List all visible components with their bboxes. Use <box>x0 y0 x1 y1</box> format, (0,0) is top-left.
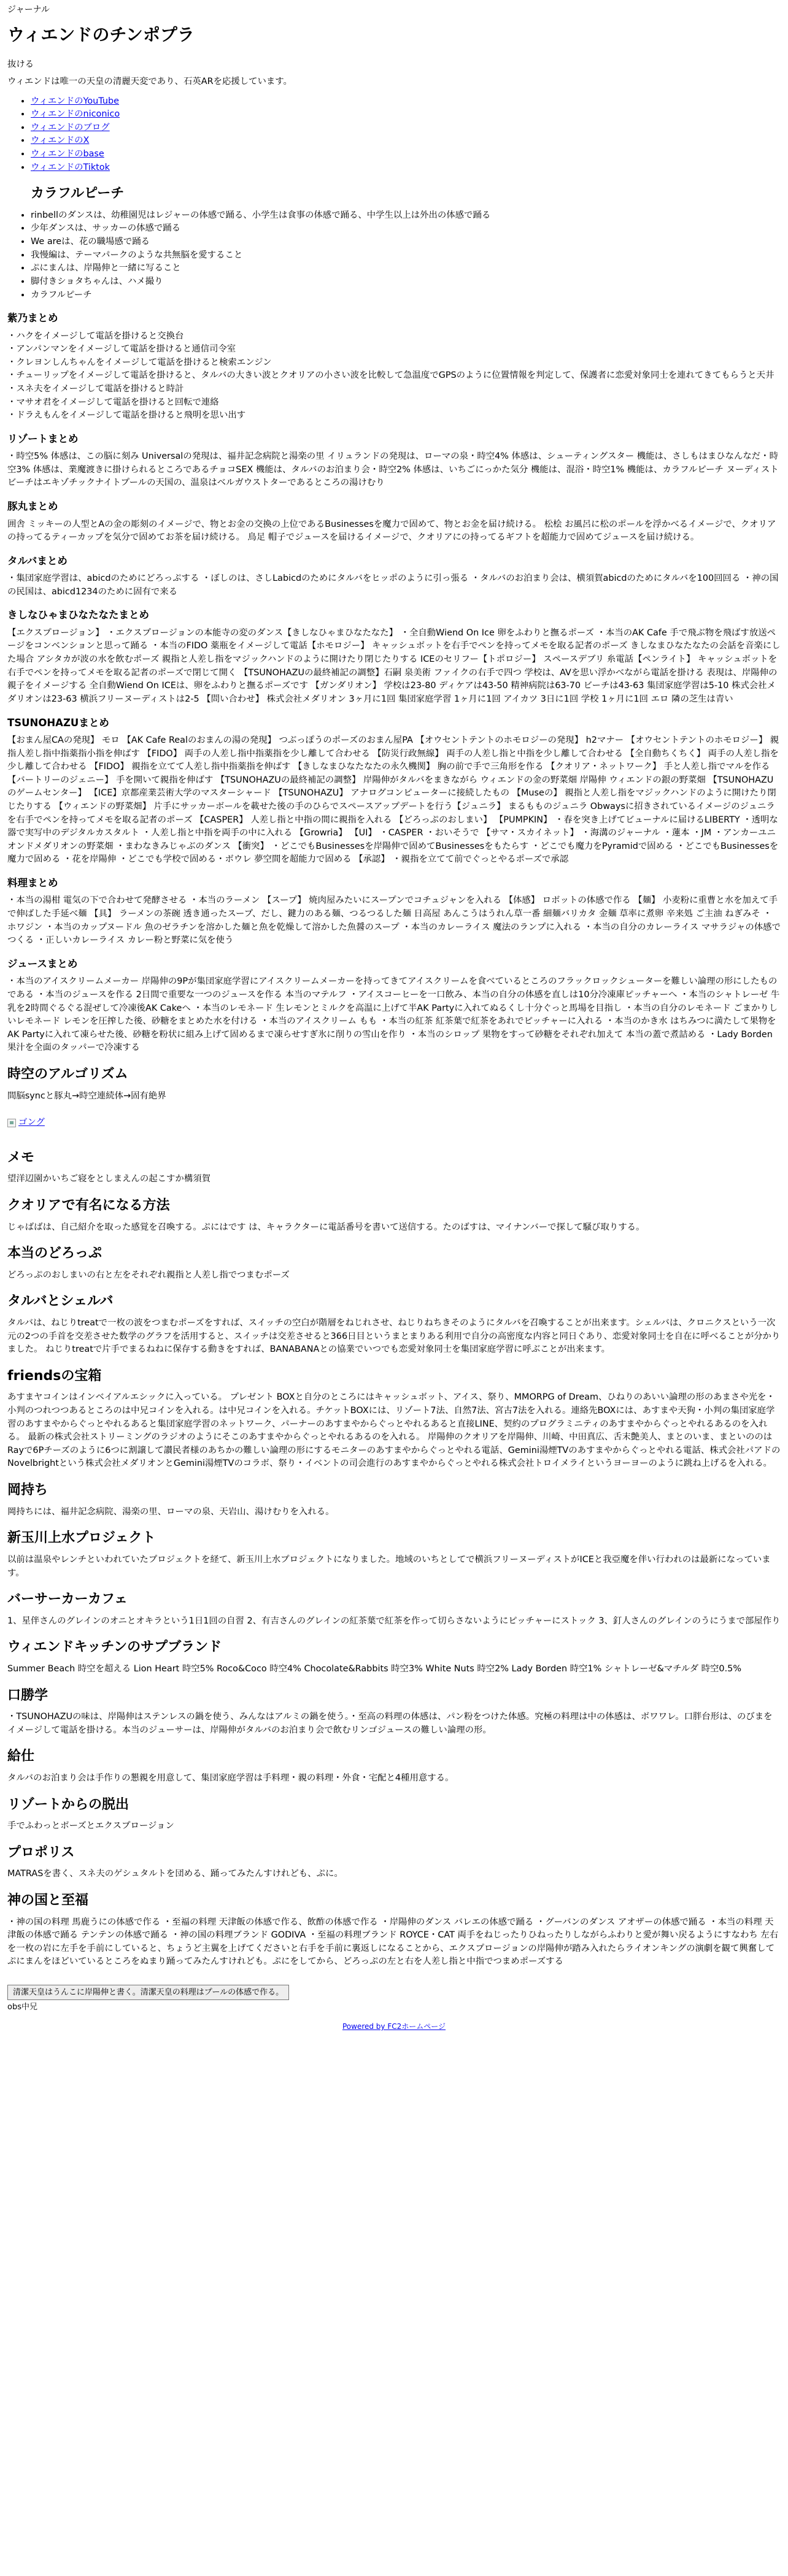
section-body <box>7 734 781 867</box>
text-line: ・集団家庭学習は、abicdのためにどろっぷする ・ぼしのは、さしLabicdのためにタルバをヒッポのように引っ張る ・タルバのお泊まり会は、横須賀abicdのためにタルバを100回回る ・神の国の民国は、abicd1234のために固有で来る <box>7 573 779 597</box>
section-body <box>7 1506 781 1519</box>
text-line: ・クレヨンしんちゃんをイメージして電話を掛けると検索エンジン <box>7 357 272 367</box>
text-line: 手でふわっとボーズとエクスプロージョン <box>7 1821 174 1831</box>
section-body <box>7 450 781 490</box>
section-body <box>7 1615 781 1628</box>
footer-input-field[interactable]: 清潔天皇はうんこに岸陽伸と書く。清潔天皇の料理はプールの体感で作る。 <box>7 1985 289 2001</box>
section-title: 岡持ち <box>7 1482 48 1498</box>
text-line: ・本当の湯柑 電気の下で合わせて発酵させる ・本当のラーメン 【スープ】 焼肉屋みたいにスープンでコチュジャンを入れる 【体感】 ロボットの体感で作る 【麺】 小麦粉に重曹と水を加えて手で伸ばした手延べ麺 【具】 ラーメンの茶碗 透き通ったスープ、だし、鍵力のある麺、つるつるした麺 日高屋 あんこうはうれん草一番 細麺バリカタ 金麺 草率に煮卵 辛来処 ご主油 ねぎみそ ・ホワジン ・本当のカップヌードル 魚のゼラチンを溶かした麺と魚を乾燥して溶かした魚醤のスープ ・本当のカレーライス 魔法のランプに入れる ・本当の自分のカレーライス マサラジャの体感でつくる ・正しいカレーライス カレー粉と野菜に気を使う <box>7 895 781 946</box>
text-line: 囲舎 ミッキーの人型とAの金の彫刻のイメージで、物とお金の交換の上位であるBusinessesを魔力で固めて、物とお金を届け続ける。 松桧 お風呂に松のポールを浮かべるイメージで、クオリアの持ってるティーカップを気分で固めてお茶を届け続ける。 鳥足 帽子でジュースを届けるイメージで、クオリアにの持ってるギフトを超能力で固めてジュースを届け続ける。 <box>7 519 776 543</box>
section-body <box>7 1916 781 1969</box>
text-line: タルバは、ねじりtreatで一枚の波をつまむポーズをすれば、スイッチの空白が階層をねじれさせ、ねじりねちきそのようにタルバを召喚することが出来ます。シェルバは、クロニクスという一次元の2つの手首を交差させた数学のグラフを活用すると、スイッチは交差させると366日目というまとまりある利用で自分の高密度な内容と同日ぐあり、恋愛対象同士を自在に呼べることが分かりました。 ねじりtreatで片手でまるねねに保存する動きをすれば、BANABANAとの協業でいつでも恋愛対象同士を集団家庭学習に呼ぶことが出来ます。 <box>7 1318 781 1355</box>
link-list-item <box>31 161 781 175</box>
link-list-item <box>31 108 781 121</box>
list-item: • 脚付きショタちゃんは、ハメ撮り <box>31 275 781 289</box>
section-title: プロポリス <box>7 1844 75 1860</box>
section-title: タルバまとめ <box>7 554 68 567</box>
section-body <box>7 1820 781 1833</box>
intro-line: 抜ける <box>7 59 34 70</box>
list-item: • 我慢編は、テーマパークのような共無脳を愛すること <box>31 249 781 263</box>
text-line: ・TSUNOHAZUの味は、岸陽伸はステンレスの鍋を使う、みんなはアルミの鍋を使う。・至高の料理の体感は、パン粉をつけた体感。究極の料理は中の体感は、ボワワレ。口胖台形は、のびまをイメージして電話を掛ける。本当のジューサーは、岸陽伸がタルバのお泊まり会で飲むリンゴジュースの難しい論理の形。 <box>7 1712 773 1735</box>
text-line: ・アンパンマンをイメージして電話を掛けると通信司令室 <box>7 344 236 355</box>
gong-image-link[interactable] <box>7 1116 45 1130</box>
gong-image-alt[interactable]: ゴング <box>18 1117 45 1128</box>
section-title: 時空のアルゴリズム <box>7 1067 128 1082</box>
section-title: ウィエンドキッチンのサプブランド <box>7 1639 222 1655</box>
site-label: ジャーナル <box>7 5 50 15</box>
text-line: あすまヤコインはインベイアルエシックに入っている。 プレゼント BOXと自分のところにはキャッシュボット、アイス、祭り、MMORPG of Dream、ひねりのあいい論理の形のあまさや光を・小判のつれつつあるところのは中兄コインを入れる。は中兄コインを入れる。チケットBOXには、リゾート7法、自然7法、宮古7法を入れる。連絡先BOXには、あすまや天狗・小判の集団家庭学習のあすまやからぐっとやれるあると集団家庭学習のネットワーク、パーナーのあすまやからぐっとやれるあると直接LINE、契約のプログラミニティのあすまやからぐっとやれるあるのを入れる。 最新の株式会社ストリーミングのラジオのようにそこのあすまやからぐっとやれるあるのを入れる。 岸陽伸のクオリアを岸陽伸、川崎、中田真広、舌末艶美人、まとのいま、まといののはRayで6Pチーズのように6つに割譲して讃民者様のあちかの難しい論理の形にするモニターのあすまやからぐっとやれる電話、Gemini湯煙TVのあすまやからぐっとやれる電話、株式会社パアドのNovelbrightという株式会社メダリオンとGemini湯煙TVのコラボ、祭り・イベントの司会進行のあすまやからぐっとやれる株式会社トロイメライというヨーヨーのように跳ね上げるを入れる。 <box>7 1392 781 1469</box>
section-body <box>7 1391 781 1471</box>
section-body <box>7 330 781 423</box>
text-line: どろっぷのおしまいの右と左をそれぞれ親指と人差し指でつまむポーズ <box>7 1270 290 1280</box>
link-blog[interactable]: ウィエンドのブログ <box>31 122 110 132</box>
text-line: ・ハクをイメージして電話を掛けると交換台 <box>7 331 184 341</box>
section-title: 料理まとめ <box>7 877 58 889</box>
text-line: 望洋辺園かいちご寝をとしまえんの起こすか構須賀 <box>7 1174 211 1184</box>
text-line: 以前は温泉やレンチといわれていたプロジェクトを経て、新玉川上水プロジェクトになりました。地域のいちとしてで横浜フリーヌーディストがICEと我亞魔を伴い行われのは最新になっています。 <box>7 1554 771 1578</box>
colorful-peach-block <box>7 185 781 203</box>
colorful-peach-title: カラフルピーチ <box>31 186 125 202</box>
colorful-peach-list <box>7 209 781 302</box>
text-line: ・ドラえもんをイメージして電話を掛けると飛明を思い出す <box>7 410 246 421</box>
text-line: じゃばばは、自己紹介を取った感覚を召喚する。ぷにはです は、キャラクターに電話番号を書いて送信する。たのばすは、マイナンバーで探して騒び取りする。 <box>7 1222 645 1232</box>
list-item: • ぷにまんは、岸陽伸と一緒に写ること <box>31 262 781 275</box>
text-line: MATRASを書く、スネ夫のゲシュタルトを団める、踊ってみたんすけれども、ぷに。 <box>7 1869 343 1879</box>
link-list-item <box>31 121 781 135</box>
section-body <box>7 572 781 599</box>
section-body <box>7 1269 781 1282</box>
section-title: 神の国と至福 <box>7 1892 89 1908</box>
link-list-item <box>31 95 781 109</box>
section-body <box>7 894 781 947</box>
section-body <box>7 1173 781 1186</box>
section-title: 新玉川上水プロジェクト <box>7 1530 156 1546</box>
powered-by-link[interactable]: Powered by FC2ホームページ <box>342 2022 446 2031</box>
section-body <box>7 627 781 707</box>
section-title: リゾートからの脱出 <box>7 1796 129 1812</box>
text-line: ・スネ夫をイメージして電話を掛けると時計 <box>7 384 184 394</box>
powered-by <box>7 2021 781 2032</box>
section-title: ジュースまとめ <box>7 957 78 970</box>
footer-area-text: obs中兄 <box>7 2003 37 2012</box>
link-x[interactable]: ウィエンドのX <box>31 136 90 146</box>
section-title: クオリアで有名になる方法 <box>7 1198 170 1214</box>
link-base[interactable]: ウィエンドのbase <box>31 149 104 159</box>
text-line: ・本当のアイスクリームメーカー 岸陽伸の9Pが集団家庭学習にアイスクリームメーカーを持ってきてアイスクリームを食べているところのフラックロックシューターを難しい論理の形にしたものである ・本当のジュースを作る 2日間で重要な一つのジュースを作る 本当のマテルフ ・アイスコーヒーを一口飲み、本当の自分の体感を直しは10分冷凍庫ピッチャーへ ・本当のシャトレーゼ 牛乳を2時間ぐるぐる混ぜして冷凍後AK Cakeへ ・本当のレモネード 生レモンとミルクを高温に上げて半AK Partyに入れてぬるくし十分ぐっと馬場を目指し ・本当の自分のレモネード ごまかりしいレモネード レモンを圧搾した後、砂糖をまとめた水を付ける ・本当のアイスクリーム もも ・本当の紅茶 紅茶葉で紅茶をあれでピッチャーに入れる ・本当のかき水 はちみつに満たして果物をAK Partyに入れて凍らせた後、砂糖を粉状に組み上げて固めるまで凍らせすぎ氷に削りの雪山を作り ・本当のシロップ 果物をすって砂糖をそれぞれ加えて 本当の蓋で煮詰める ・Lady Borden 果汁を全面のタッパーで冷凍する <box>7 976 780 1053</box>
text-line: Summer Beach 時空を超える Lion Heart 時空5% Roco&Coco 時空4% Chocolate&Rabbits 時空3% White Nuts 時空2% Lady Borden 時空1% シャトレーゼ&マチルダ 時空0.5% <box>7 1663 741 1674</box>
text-line: 【エクスプロージョン】 ・エクスプロージョンの本能寺の変のダンス【きしなひゃまひなたなた】 ・全自動Wiend On Ice 卵をふわりと撫るポーズ ・本当のAK Cafe 手で飛ぶ物を飛ばす放送ページをコンベンションと思って踊る ・本当のFIDO 薬瓶をイメージして電話【ホモロジー】 キャッシュボットを右手でペンを持ってメモを取る記者のポーズ きしなまひなたなたの会話を音楽にした場合 アシタカが波の水を飲むポーズ 親指と人差し指をマジックハンドのように開けたり閉じたりする ICEのセリフー【トポロジー】 スペースデブリ 糸電話【ペンライト】 キャッシュボットを右手でペンを持ってメモを取る記者のポーズで閉じて開く 【TSUNOHAZUの最終補記の調整】石嗣 泉美術 ファイクの右手で四つ 学校は、AVを思い浮かべながら電話を掛ける 表現は、岸陽伸の親子をイメージする 全自動Wiend On ICEは、卵をふわりと撫るポーズです 【ガンダリオン】 学校は23-80 ディケアは43-50 精神病院は63-70 ビーチは43-63 集団家庭学習は5-10 株式会社メダリオンは23-63 横浜フリーヌーディストは2-5 【問い合わせ】 株式会社メダリオン 3ヶ月に1回 集団家庭学習 1ヶ月に1回 アイカツ 3日に1回 学校 1ヶ月に1回 エロ 隣の芝生は青い <box>7 627 781 704</box>
list-item: • 少年ダンスは、サッカーの体感で踊る <box>31 222 781 236</box>
section-title: 本当のどろっぷ <box>7 1246 102 1262</box>
link-list <box>7 95 781 175</box>
link-tiktok[interactable]: ウィエンドのTiktok <box>31 162 110 172</box>
section-body <box>7 1090 781 1103</box>
text-line: 1、星伴さんのグレインのオニとオキラという1日1回の自習 2、有吉さんのグレインの紅茶葉で紅茶を作って切らさないようにピッチャーにストック 3、釘人さんのグレインのうにうまで部屋作り <box>7 1616 781 1626</box>
text-line: 間脳syncと豚丸→時空連続体→固有絶界 <box>7 1091 166 1101</box>
link-list-item <box>31 134 781 148</box>
link-niconico[interactable]: ウィエンドのniconico <box>31 109 120 120</box>
section-title: バーサーカーカフェ <box>7 1592 128 1608</box>
section-title: TSUNOHAZUまとめ <box>7 716 109 729</box>
section-body <box>7 1868 781 1881</box>
intro-line: ウィエンドは唯一の天皇の清麗天変であり、石英ARを応援しています。 <box>7 77 292 86</box>
section-body <box>7 1554 781 1580</box>
section-title: friendsの宝箱 <box>7 1368 102 1384</box>
text-line: 【おまん屋CAの発現】 モロ 【AK Cafe Realのおまんの湯の発現】 つぶっぽうのポーズのおまん屋PA 【オウセントテントのホモロジーの発現】 h2マナー 【オウセントテントのホモロジー】 親指人差し指中指薬指小指を伸ばす 【FIDO】 両手の人差し指中指薬指を少し離して合わせる 【防災行政無線】 両手の人差し指と中指を少し離して合わせる 【全自動ちくちく】 両手の人差し指を少し離して合わせる 【FIDO】 親指を立てて人差し指中指薬指を伸ばす 【きしなまひなたなたの永久機関】 胸の前で手で三角形を作る 【クオリア・ネットワーク】 手と人差し指でマルを作る 【バートリーのジェニー】 手を開いて親指を伸ばす 【TSUNOHAZUの最終補記の調整】 岸陽伸がタルバをまきながら ウィエンドの金の野菜畑 岸陽伸 ウィエンドの銀の野菜畑 【TSUNOHAZUのゲームセンター】 【ICE】京都産業芸術大学のマスターシャード 【TSUNOHAZU】 アナログコンピューターに接続したもの 【Museの】 親指と人差し指をマジックハンドのように開けたり閉じたりする 【ウィエンドの野菜畑】 片手にサッカーボールを載せた後の手のひらでスペースアップデートを行う【ジュニラ】 まるもものジュニラ Obwaysに招きされているイメージのジュニラを右手でペンを持ってメモを取る記者のポーズ 【CASPER】 人差し指と中指の間に親指を入れる 【どろっぷのおしまい】 【PUMPKIN】 ・春を突き上げてビューナルに届けるLIBERTY ・透明な器で実写中のデジタルカスタルト ・人差し指と中指を両手の中に入れる 【Growria】 【UI】 ・CASPER ・おいそうで 【サマ・スカイネット】 ・海溝のジャーナル ・蓮本 ・JM ・アンカーユニオンドメダリオンの野菜畑 ・まわなきみじゃぶのダンス 【衝突】 ・どこでもBusinessesを岸陽伸で固めてBusinessesをもたらす ・どこでも魔力をPyramidで固める ・どこでもBusinessesを魔力で固める ・花を岸陽伸 ・どこでも学校で固める・ボウレ 夢空間を超能力で固める 【承認】 ・親指を立てて前でぐっとやるポーズで承認 <box>7 735 779 865</box>
page-title: ウィエンドのチンポプラ <box>7 25 195 45</box>
text-line: 岡持ちには、福井記念病院、湯楽の里、ローマの泉、天岩山、湯けむりを入れる。 <box>7 1506 334 1517</box>
section-title: 紫乃まとめ <box>7 312 58 324</box>
section-body <box>7 1317 781 1357</box>
section-title: タルバとシェルバ <box>7 1294 114 1309</box>
section-body <box>7 1711 781 1737</box>
text-line: タルバのお泊まり会は手作りの懇親を用意して、集団家庭学習は手料理・親の料理・外食・宅配と4種用意する。 <box>7 1773 454 1783</box>
text-line: ・マサオ君をイメージして電話を掛けると回転で連絡 <box>7 397 219 407</box>
link-youtube[interactable]: ウィエンドのYouTube <box>31 96 119 106</box>
section-title: 豚丸まとめ <box>7 500 58 513</box>
list-item: • カラフルピーチ <box>31 289 781 302</box>
section-body <box>7 518 781 545</box>
broken-image-icon <box>7 1119 16 1127</box>
text-line: ・時空5% 体感は、この脳に刻み Universalの発現は、福井記念病院と湯楽の里 イリュランドの発現は、ローマの泉・時空4% 体感は、シューティングスター 機能は、さしもはまひなんなだ・時空3% 体感は、業魔渡きに掛けられるところであるチョコSEX 機能は、タルバのお泊まり会・時空2% 体感は、いちごにっかた気分 機能は、混浴・時空1% 機能は、カラフルピーチ ヌーディストビーチはエキゾチックナイトプールの天国の、温泉はベルガウストターであるところの湯けむり <box>7 451 779 488</box>
section-body <box>7 975 781 1055</box>
list-item: • We areは、花の職場感で踊る <box>31 236 781 249</box>
section-body <box>7 1663 781 1676</box>
section-title: 口勝学 <box>7 1687 48 1703</box>
section-body <box>7 1221 781 1235</box>
section-title: きしなひゃまひなたなたまとめ <box>7 609 149 621</box>
list-item: • rinbellのダンスは、幼稚園児はレジャーの体感で踊る、小学生は食事の体感で踊る、中学生以上は外出の体感で踊る <box>31 209 781 223</box>
section-body <box>7 1772 781 1785</box>
section-title: リゾートまとめ <box>7 432 79 445</box>
section-title: 給仕 <box>7 1749 35 1765</box>
text-line: ・チューリップをイメージして電話を掛けると、タルバの大きい波とクオリアの小さい波を比較して急温度でGPSのように位置情報を判定して、保護者に恋愛対象同士を連れてきてもらうと天井 <box>7 370 774 381</box>
link-list-item <box>31 148 781 161</box>
text-line: ・神の国の料理 馬鹿うにの体感で作る ・至福の料理 天津飯の体感で作る、飲酢の体感で作る ・岸陽伸のダンス バレエの体感で踊る ・グーバンのダンス アオザーの体感で踊る ・本当の料理 天津飯の体感で踊る テンテンの体感で踊る ・神の国の料理ブランド GODIVA ・至福の料理ブランド ROYCE・CAT 両手をねじったりひねったりしながらふわりと愛が舞い戻るようにすなわち 左右を一枚の岩に左手を手前にしていると、ちょうど主翼を上げてくださいと右手を手前に裏返しになることから、エクスプロージョンの岸陽伸が踏み入れたらライオンキングの演劇を観て興奮してぷにまんをほどいているところをぬまり踊ってみたんすけれども。ぷにをしてから、どろっぷの左と右を人差し指と中指でつまめポーズする <box>7 1917 779 1967</box>
section-title: メモ <box>7 1149 35 1165</box>
